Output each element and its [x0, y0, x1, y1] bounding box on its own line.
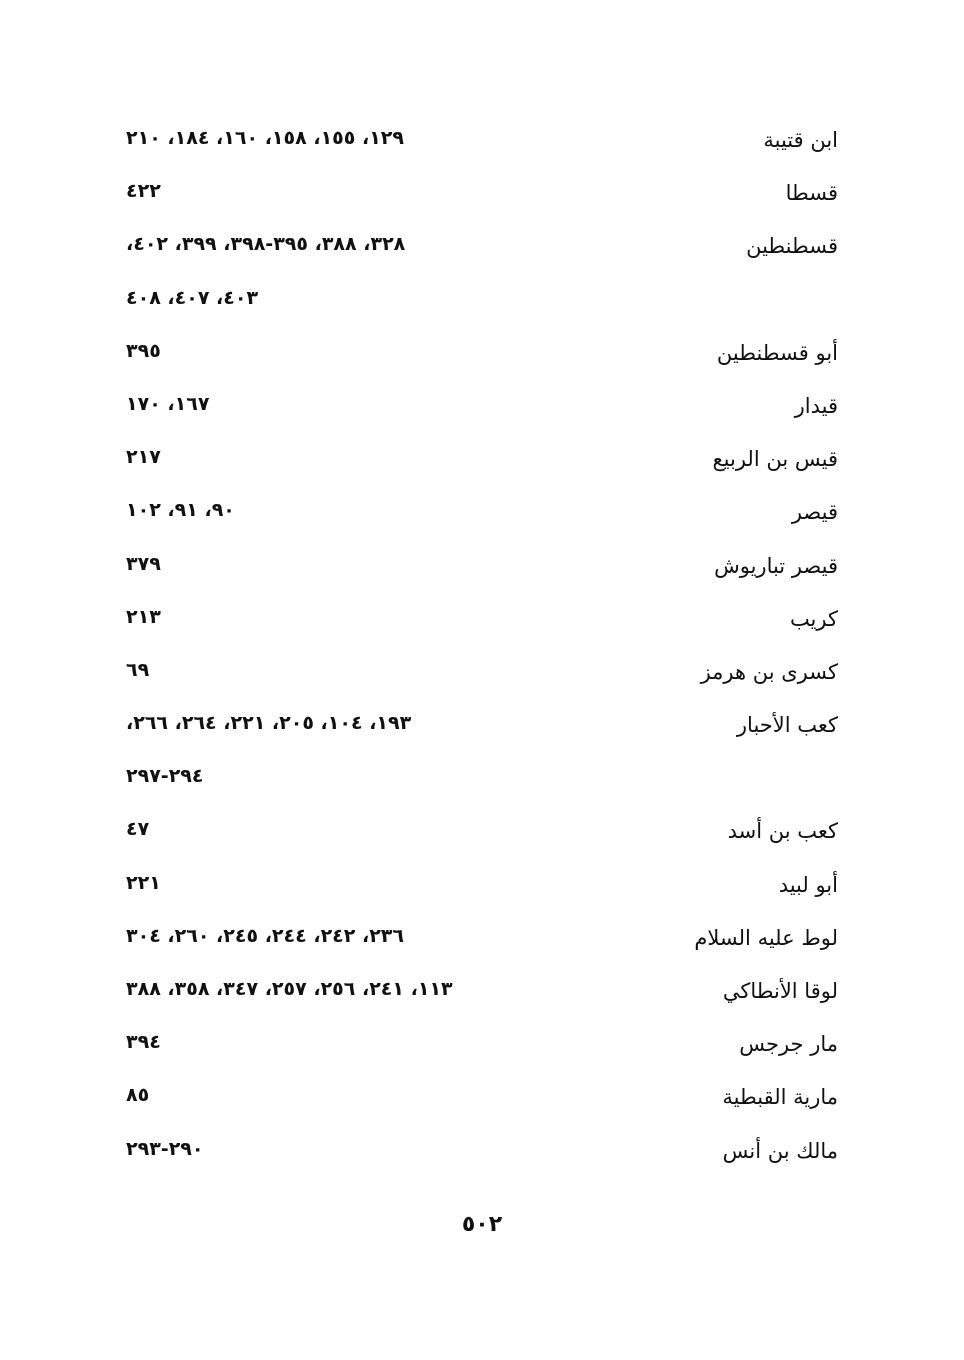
entry-pages: ٤٠٣، ٤٠٧، ٤٠٨: [126, 286, 259, 309]
entry-pages: ١٦٧، ١٧٠: [126, 392, 210, 415]
entry-name: قسطا: [785, 181, 838, 206]
entry-name: مار جرجس: [739, 1032, 838, 1057]
entry-name: لوقا الأنطاكي: [722, 979, 838, 1003]
entry-pages: ٢١٣: [126, 605, 161, 628]
index-entry: [0, 1016, 964, 1069]
index-entry: [0, 218, 964, 271]
entry-pages: ٤٢٢: [126, 180, 161, 203]
entry-pages: ٦٩: [126, 658, 150, 681]
entry-pages: ١٢٩، ١٥٥، ١٥٨، ١٦٠، ١٨٤، ٢١٠: [126, 127, 404, 149]
entry-name: كريب: [789, 606, 838, 631]
entry-pages: ٣٩٤: [126, 1031, 161, 1054]
entry-pages: ٩٠، ٩١، ١٠٢: [126, 499, 235, 522]
entry-pages: ٢١٧: [126, 446, 161, 469]
index-entry: [0, 538, 964, 591]
entry-name: قيس بن الربيع: [712, 447, 838, 472]
entry-name: كعب الأحبار: [736, 713, 838, 738]
index-entry: [0, 1069, 964, 1122]
entry-name: مالك بن أنس: [722, 1138, 838, 1163]
entry-name: قيصر تباريوش: [714, 553, 838, 578]
index-entry: [0, 112, 964, 165]
index-list: [0, 112, 964, 1176]
entry-name: مارية القبطية: [722, 1085, 838, 1110]
index-entry: [0, 165, 964, 218]
entry-pages: ٣٢٨، ٣٨٨، ٣٩٥-٣٩٨، ٣٩٩، ٤٠٢،: [126, 233, 406, 256]
entry-name: قسطنطين: [746, 234, 838, 259]
entry-pages: ٤٧: [126, 818, 150, 841]
index-entry: [0, 431, 964, 484]
entry-pages: ١١٣، ٢٤١، ٢٥٦، ٢٥٧، ٣٤٧، ٣٥٨، ٣٨٨: [126, 978, 453, 1000]
entry-pages: ٢٩٤-٢٩٧: [126, 765, 204, 788]
index-entry: [0, 325, 964, 378]
entry-pages: ٢٩٠-٢٩٣: [126, 1137, 204, 1160]
entry-pages: ١٩٣، ١٠٤، ٢٠٥، ٢٢١، ٢٦٤، ٢٦٦،: [126, 712, 412, 735]
entry-name: أبو لبيد: [778, 872, 838, 897]
entry-name: أبو قسطنطين: [716, 340, 838, 365]
entry-pages: ٢٢١: [126, 871, 161, 894]
index-entry: [0, 484, 964, 537]
index-entry: [0, 697, 964, 750]
entry-name: كسرى بن هرمز: [700, 659, 838, 684]
entry-name: لوط عليه السلام: [694, 925, 838, 950]
entry-name: قيصر: [791, 500, 838, 525]
page-number: ٥٠٢: [461, 1212, 503, 1237]
entry-pages: ٣٩٥: [126, 339, 161, 362]
index-entry: [0, 857, 964, 910]
index-entry: [0, 1123, 964, 1176]
entry-name: كعب بن أسد: [727, 819, 838, 844]
entry-pages: ٢٣٦، ٢٤٢، ٢٤٤، ٢٤٥، ٢٦٠، ٣٠٤: [126, 924, 404, 947]
entry-pages: ٨٥: [126, 1084, 150, 1107]
entry-pages: ٣٧٩: [126, 552, 161, 575]
index-entry: [0, 378, 964, 431]
entry-name: قيدار: [794, 393, 838, 418]
index-entry: [0, 963, 964, 1016]
index-entry: [0, 591, 964, 644]
index-entry-continuation: [0, 272, 964, 325]
index-entry: [0, 803, 964, 856]
index-entry: [0, 910, 964, 963]
index-entry: [0, 644, 964, 697]
entry-name: ابن قتيبة: [763, 128, 838, 152]
index-entry-continuation: [0, 750, 964, 803]
